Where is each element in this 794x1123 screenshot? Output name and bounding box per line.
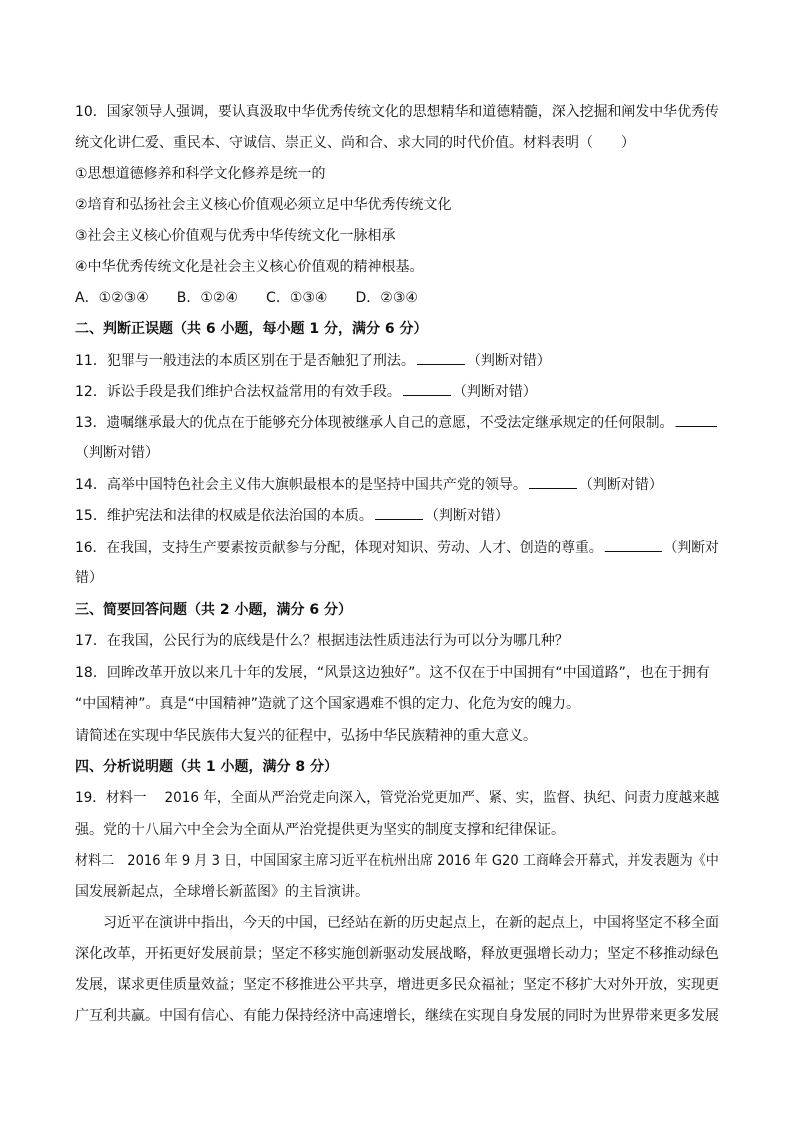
q17: 17．在我国，公民行为的底线是什么？根据违法性质违法行为可以分为哪几种？ — [75, 633, 569, 649]
q10-statement-4: ④中华优秀传统文化是社会主义核心价值观的精神根基。 — [75, 259, 424, 275]
q14-suffix: （判断对错） — [578, 477, 663, 493]
q19-paragraph-line-2: 深化改革，开拓更好发展前景；坚定不移实施创新驱动发展战略，释放更强增长动力；坚定不移推动绿色 — [75, 946, 719, 962]
q13 — [75, 412, 719, 433]
q16-text: 16．在我国，支持生产要素按贡献参与分配，体现对知识、劳动、人才、创造的尊重。 — [75, 540, 603, 556]
q19-material-1-line-2: 强。党的十八届六中全会为全面从严治党提供更为坚实的制度支撑和纪律保证。 — [75, 822, 565, 838]
q10-option-c[interactable]: C．①③④ — [266, 290, 328, 306]
q18-line-2: “中国精神”。真是“中国精神”造就了这个国家遇难不惧的定力、化危为安的魄力。 — [75, 696, 581, 712]
section-2-heading: 二、判断正误题（共 6 小题，每小题 1 分，满分 6 分） — [75, 321, 428, 337]
q16-answer-blank[interactable] — [605, 537, 662, 552]
q19-material-1-line-1: 19．材料一 2016 年，全面从严治党走向深入，管党治党更加严、紧、实，监督、执纪、问责力度越来越 — [75, 790, 720, 806]
q15-answer-blank[interactable] — [375, 505, 423, 520]
section-3-heading: 三、简要回答问题（共 2 小题，满分 6 分） — [75, 602, 352, 618]
q15-suffix: （判断对错） — [424, 508, 509, 524]
q19-paragraph-line-3: 发展，谋求更佳质量效益；坚定不移推进公平共享，增进更多民众福祉；坚定不移扩大对外开放，实现更 — [75, 977, 719, 993]
q10-line-2: 统文化讲仁爱、重民本、守诚信、崇正义、尚和合、求大同的时代价值。材料表明（ ） — [75, 135, 635, 151]
q16-suffix: （判断对 — [663, 540, 719, 556]
q11-text: 11．犯罪与一般违法的本质区别在于是否触犯了刑法。 — [75, 353, 415, 369]
q13-cont: （判断对错） — [75, 445, 159, 461]
q11-answer-blank[interactable] — [417, 350, 465, 365]
q18-line-3: 请简述在实现中华民族伟大复兴的征程中，弘扬中华民族精神的重大意义。 — [75, 728, 537, 744]
q10-statement-1: ①思想道德修养和科学文化修养是统一的 — [75, 166, 326, 182]
q18-line-1: 18．回眸改革开放以来几十年的发展，“风景这边独好”。这不仅在于中国拥有“中国道路”，也在于拥有 — [75, 665, 710, 681]
q14-text: 14．高举中国特色社会主义伟大旗帜最根本的是坚持中国共产党的领导。 — [75, 477, 527, 493]
q12-text: 12．诉讼手段是我们维护合法权益常用的有效手段。 — [75, 384, 401, 400]
q12-answer-blank[interactable] — [403, 381, 451, 396]
q10-line-1: 10．国家领导人强调，要认真汲取中华优秀传统文化的思想精华和道德精髓，深入挖掘和阐发中华优秀传 — [75, 104, 719, 120]
q16 — [75, 537, 719, 558]
q11 — [75, 350, 551, 371]
q12 — [75, 381, 537, 402]
q19-paragraph-line-4: 广互利共赢。中国有信心、有能力保持经济中高速增长，继续在实现自身发展的同时为世界带来更多发展 — [75, 1008, 719, 1024]
q10-option-b[interactable]: B．①②④ — [176, 290, 239, 306]
q13-text: 13．遗嘱继承最大的优点在于能够充分体现被继承人自己的意愿，不受法定继承规定的任何限制。 — [75, 415, 674, 431]
q11-suffix: （判断对错） — [466, 353, 551, 369]
q12-suffix: （判断对错） — [452, 384, 537, 400]
q19-paragraph-line-1: 习近平在演讲中指出，今天的中国，已经站在新的历史起点上，在新的起点上，中国将坚定不移全面 — [75, 915, 719, 931]
q15 — [75, 505, 509, 526]
q10-options — [75, 288, 446, 308]
q10-option-a[interactable]: A．①②③④ — [75, 290, 149, 306]
q16-cont: 错） — [75, 570, 103, 586]
section-4-heading: 四、分析说明题（共 1 小题，满分 8 分） — [75, 759, 338, 775]
q14 — [75, 474, 663, 495]
q14-answer-blank[interactable] — [529, 474, 577, 489]
q10-option-d[interactable]: D．②③④ — [355, 290, 418, 306]
q10-statement-2: ②培育和弘扬社会主义核心价值观必须立足中华优秀传统文化 — [75, 197, 452, 213]
q10-statement-3: ③社会主义核心价值观与优秀中华传统文化一脉相承 — [75, 228, 396, 244]
q19-material-2-line-1: 材料二 2016 年 9 月 3 日，中国国家主席习近平在杭州出席 2016 年 G20 工商峰会开幕式，并发表题为《中 — [75, 853, 719, 869]
q15-text: 15．维护宪法和法律的权威是依法治国的本质。 — [75, 508, 373, 524]
q19-material-2-line-2: 国发展新起点，全球增长新蓝图》的主旨演讲。 — [75, 884, 369, 900]
q13-answer-blank[interactable] — [675, 412, 716, 427]
